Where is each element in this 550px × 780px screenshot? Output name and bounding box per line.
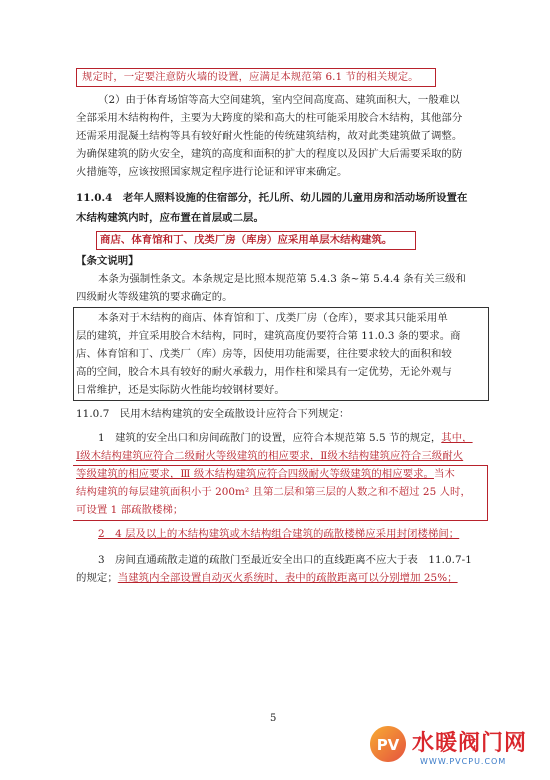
explanation-line-3: 本条对于木结构的商店、体育馆和丁、戊类厂房（仓库），要求其只能采用单 <box>98 312 448 324</box>
item-2: 2 4 层及以上的木结构建筑或木结构组合建筑的疏散楼梯应采用封闭楼梯间； <box>98 528 460 540</box>
explanation-heading: 【条文说明】 <box>76 255 139 267</box>
line-2: （2）由于体育场馆等高大空间建筑，室内空间高度高、建筑面积大，一般难以 <box>98 94 460 106</box>
clause-11-0-4-cont: 木结构建筑内时，应布置在首层或二层。 <box>76 212 264 224</box>
watermark-logo-icon <box>368 724 408 764</box>
item-3-red: 当建筑内全部设置自动灭火系统时，表中的疏散距离可以分别增加 25%； <box>117 572 458 584</box>
explanation-line-4: 层的建筑，并宜采用胶合木结构，同时，建筑高度仍要符合第 11.0.3 条的要求。商 <box>76 330 461 342</box>
line-6: 火措施等，应该按照国家规定程序进行论证和评审来确定。 <box>76 166 348 178</box>
explanation-line-1: 本条为强制性条文。本条规定是比照本规范第 5.4.3 条~第 5.4.4 条有关三级和 <box>98 273 466 285</box>
item-1-line-5: 可设置 1 部疏散楼梯； <box>76 504 184 516</box>
page-number: 5 <box>270 713 277 724</box>
explanation-line-2: 四级耐火等级建筑的要求确定的。 <box>76 291 233 303</box>
item-1-line-2: Ⅰ级木结构建筑应符合二级耐火等级建筑的相应要求，Ⅱ级木结构建筑应符合三级耐火 <box>76 450 464 462</box>
line-5: 为确保建筑的防火安全，建筑的高度和面积的扩大的程度以及因扩大后需要采取的防 <box>76 148 463 160</box>
explanation-line-5: 店、体育馆和丁、戊类厂（库）房等，因使用功能需要，往往要求较大的面积和较 <box>76 348 452 360</box>
watermark-logo-letters: PV <box>376 736 400 754</box>
item-1-red-2: 等级建筑的相应要求，Ⅲ 级木结构建筑应符合四级耐火等级建筑的相应要求。 <box>76 468 434 480</box>
item-1-red-3: 当木 <box>433 468 455 480</box>
watermark-url: WWW.PVCPU.COM <box>420 757 507 766</box>
clause-11-0-5: 商店、体育馆和丁、戊类厂房（库房）应采用单层木结构建筑。 <box>100 234 393 246</box>
item-1-line-1 <box>98 431 473 445</box>
explanation-line-7: 日常维护，还是实际防火性能均较钢材要好。 <box>76 384 285 396</box>
line-1: 规定时，一定要注意防火墙的设置，应满足本规范第 6.1 节的相关规定。 <box>82 71 419 83</box>
clause-11-0-7: 11.0.7 民用木结构建筑的安全疏散设计应符合下列规定： <box>76 408 350 420</box>
item-3-text: 的规定； <box>76 572 118 584</box>
item-1-line-4: 结构建筑的每层建筑面积小于 200m² 且第二层和第三层的人数之和不超过 25 人时， <box>76 486 471 498</box>
explanation-line-6: 高的空间，胶合木具有较好的耐火承载力，用作柱和梁具有一定优势，无论外观与 <box>76 366 452 378</box>
watermark-text: 水暖阀门网 <box>412 731 528 756</box>
line-3: 全部采用木结构构件，主要为大跨度的梁和高大的柱可能采用胶合木结构，其他部分 <box>76 112 463 124</box>
item-3-line-1: 3 房间直通疏散走道的疏散门至最近安全出口的直线距离不应大于表 11.0.7-1 <box>98 554 472 566</box>
clause-11-0-4: 11.0.4 老年人照料设施的住宿部分，托儿所、幼儿园的儿童用房和活动场所设置在 <box>76 192 468 204</box>
line-4: 还需采用混凝土结构等具有较好耐火性能的传统建筑结构，故对此类建筑做了调整。 <box>76 130 463 142</box>
item-3-line-2 <box>76 571 458 585</box>
item-1-text: 1 建筑的安全出口和房间疏散门的设置，应符合本规范第 5.5 节的规定， <box>98 432 442 444</box>
item-1-red: 其中， <box>441 432 473 444</box>
